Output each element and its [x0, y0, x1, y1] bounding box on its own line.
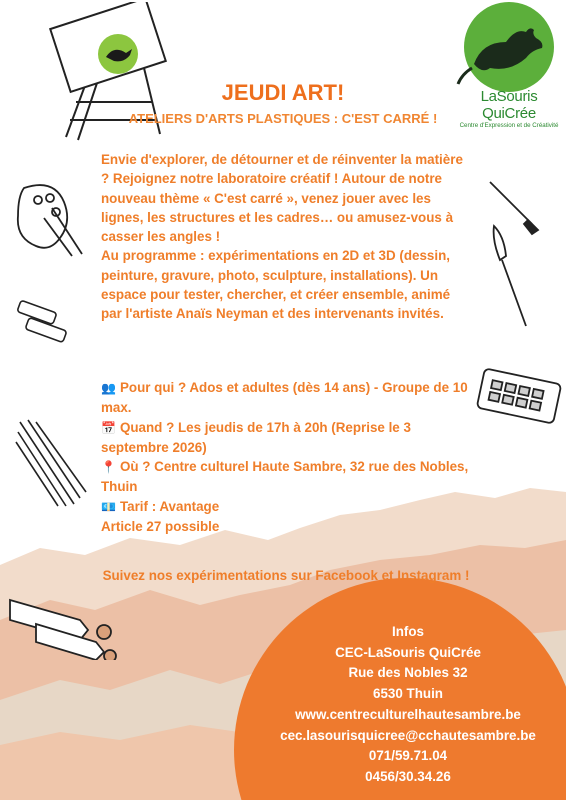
follow-text: Suivez nos expérimentations sur Facebook et Instagram !: [102, 568, 470, 583]
info-heading: Infos: [392, 624, 424, 639]
pencils-illustration: [14, 418, 94, 508]
price-line: [101, 497, 471, 517]
description-paragraph: Au programme : expérimentations en 2D et 3D (dessin, peinture, gravure, photo, sculpture, installations). Un espace pour tester, chercher, et créer ensemble, animé par l'artiste Anaïs Neyman et des intervenants invités.: [101, 248, 451, 322]
where-text: Où ? Centre culturel Haute Sambre, 32 rue des Nobles, Thuin: [101, 459, 469, 495]
page-subtitle: ATELIERS D'ARTS PLASTIQUES : C'EST CARRÉ !: [128, 111, 438, 126]
article-text: Article 27 possible: [101, 519, 220, 535]
location-pin-icon: 📍: [101, 460, 116, 475]
palette-knife-illustration: [486, 222, 536, 332]
info-org: CEC-LaSouris QuiCrée: [335, 644, 481, 660]
info-email-link[interactable]: cec.lasourisquicree@cchautesambre.be: [280, 727, 536, 743]
info-block: [258, 622, 558, 788]
where-line: [101, 457, 471, 497]
when-line: [101, 418, 471, 458]
logo-tagline: Centre d'Expression et de Créativité: [459, 122, 559, 129]
paint-tubes-illustration: [16, 300, 76, 350]
info-website-link[interactable]: www.centreculturelhautesambre.be: [295, 706, 521, 722]
info-phone-1[interactable]: 071/59.71.04: [368, 748, 448, 764]
info-street: Rue des Nobles 32: [348, 665, 468, 681]
price-text: Tarif : Avantage: [119, 498, 220, 514]
palette-illustration: [14, 178, 84, 258]
info-phone-2[interactable]: 0456/30.34.26: [365, 768, 451, 784]
logo-name: LaSouris QuiCrée: [480, 88, 538, 122]
page-title: JEUDI ART!: [221, 80, 345, 105]
money-icon: 💶: [101, 499, 116, 514]
watercolor-box-illustration: [474, 366, 564, 436]
description-paragraph: Envie d'explorer, de détourner et de réinventer la matière ? Rejoignez notre laboratoire créatif ! Autour de notre nouveau thème « C'est carré », venez jouer avec les lignes, les structures et les cadres… ou amusez-vous à casser les angles !: [101, 152, 463, 245]
people-icon: 👥: [101, 381, 116, 395]
calendar-icon: 📅: [101, 420, 116, 435]
practical-info: [101, 378, 471, 536]
info-city: 6530 Thuin: [373, 686, 443, 702]
description: [101, 150, 471, 324]
who-text: Pour qui ? Ados et adultes (dès 14 ans) - Groupe de 10 max.: [101, 380, 468, 416]
when-text: Quand ? Les jeudis de 17h à 20h (Reprise le 3 septembre 2026): [101, 419, 411, 455]
who-line: [101, 378, 471, 418]
paint-tubes-bottom-illustration: [6, 580, 126, 660]
